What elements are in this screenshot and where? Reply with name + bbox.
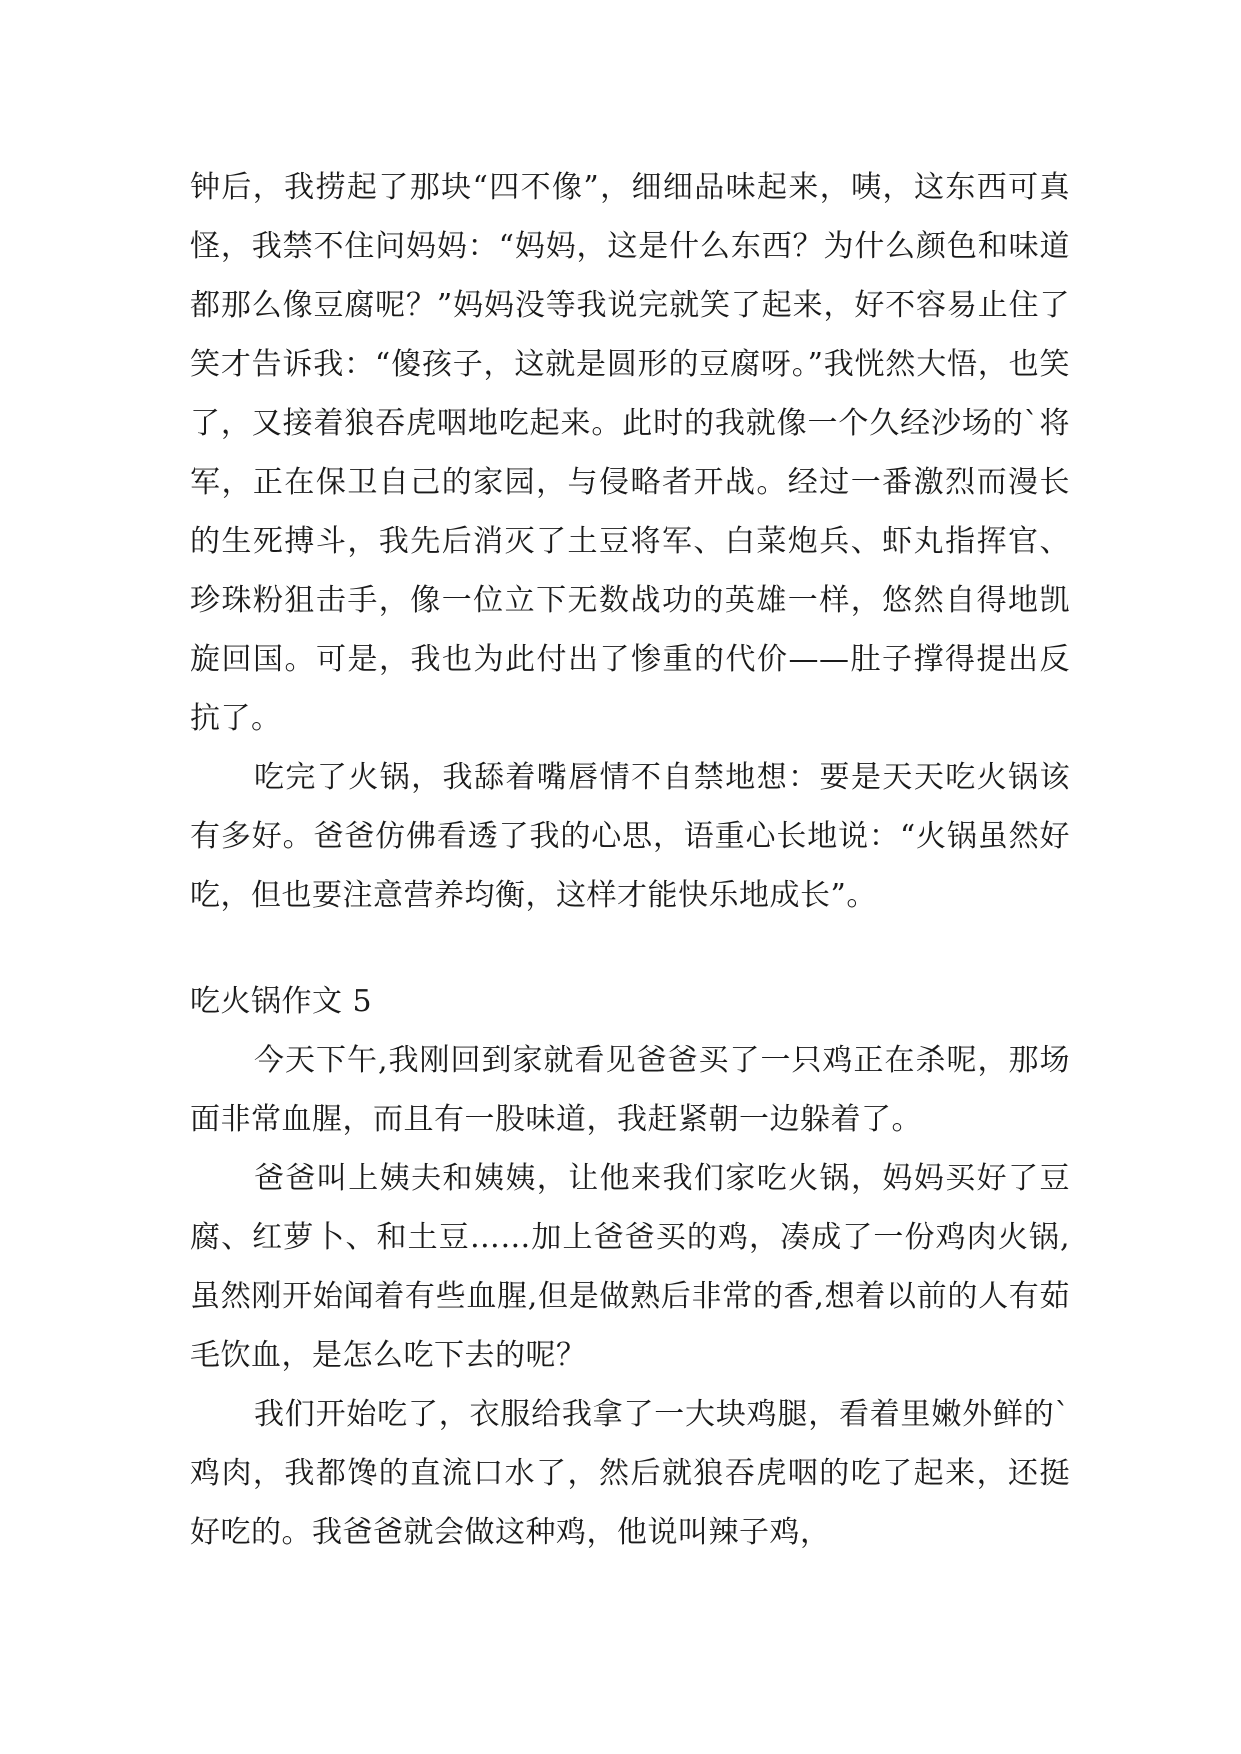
paragraph-chicken-eating: 我们开始吃了，衣服给我拿了一大块鸡腿，看着里嫩外鲜的`鸡肉，我都馋的直流口水了，然后就狼吞虎咽的吃了起来，还挺好吃的。我爸爸就会做这种鸡，他说叫辣子鸡，	[190, 1397, 1070, 1550]
section-title: 吃火锅作文 5	[190, 984, 373, 1019]
document-body	[190, 158, 1070, 1562]
paragraph-chicken-intro: 今天下午,我刚回到家就看见爸爸买了一只鸡正在杀呢，那场面非常血腥，而且有一股味道，我赶紧朝一边躲着了。	[190, 1043, 1070, 1137]
section-gap	[190, 925, 1070, 972]
paragraph-hotpot-tofu: 钟后，我捞起了那块“四不像”，细细品味起来，咦，这东西可真怪，我禁不住问妈妈：“妈妈，这是什么东西？为什么颜色和味道都那么像豆腐呢？”妈妈没等我说完就笑了起来，好不容易止住了笑才告诉我：“傻孩子，这就是圆形的豆腐呀。”我恍然大悟，也笑了，又接着狼吞虎咽地吃起来。此时的我就像一个久经沙场的`将军，正在保卫自己的家园，与侵略者开战。经过一番激烈而漫长的生死搏斗，我先后消灭了土豆将军、白菜炮兵、虾丸指挥官、珍珠粉狙击手，像一位立下无数战功的英雄一样，悠然自得地凯旋回国。可是，我也为此付出了惨重的代价——肚子撑得提出反抗了。	[190, 170, 1070, 736]
paragraph-after-hotpot: 吃完了火锅，我舔着嘴唇情不自禁地想：要是天天吃火锅该有多好。爸爸仿佛看透了我的心思，语重心长地说：“火锅虽然好吃，但也要注意营养均衡，这样才能快乐地成长”。	[190, 760, 1070, 913]
paragraph-chicken-hotpot: 爸爸叫上姨夫和姨姨，让他来我们家吃火锅，妈妈买好了豆腐、红萝卜、和土豆……加上爸爸买的鸡，凑成了一份鸡肉火锅,虽然刚开始闻着有些血腥,但是做熟后非常的香,想着以前的人有茹毛饮血，是怎么吃下去的呢？	[190, 1161, 1070, 1373]
